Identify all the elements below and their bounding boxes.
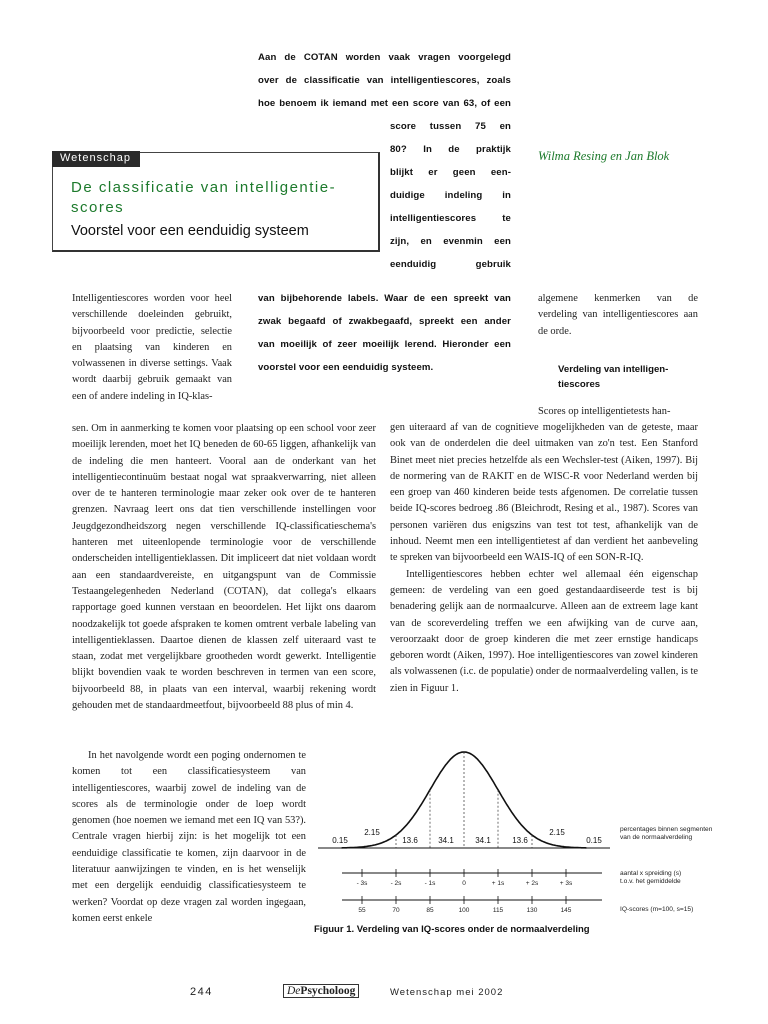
article-title bbox=[71, 178, 376, 218]
body-col2 bbox=[390, 420, 698, 697]
iq-tick-label: 130 bbox=[526, 907, 538, 914]
sd-tick-label: - 3s bbox=[356, 880, 368, 887]
paragraph: gen uiteraard af van de cognitieve mogelijkheden van de geteste, maar ook van de onderdelen die deel uitmaken van zo'n test. Een Stanford Binet meet niet precies hetzelfde als een Wechsler-test (Aiken, 1997). Bij de normering van de RAKIT en de WISC-R voor Nederland werden bij een groep van 460 kinderen beide tests afgenomen. De correlatie tussen beide IQ-scores bedroeg .86 (Bleichrodt, Resing et al., 1987). Scores van personen variëren dus enigszins van test tot test, afhankelijk van de inhoud. Neemt men een intelligentietest af dan verdient het aanbeveling te spreken van bijvoorbeeld een WAIS-IQ of een SON-R-IQ. bbox=[390, 422, 698, 564]
legend-line: van de normaalverdeling bbox=[620, 834, 693, 841]
legend-line: t.o.v. het gemiddelde bbox=[620, 878, 681, 885]
lead-line: Aan de COTAN worden vaak vragen voorgelegd bbox=[258, 52, 511, 63]
subheading-line: Verdeling van intelligen- bbox=[558, 364, 669, 375]
legend-line: aantal x spreiding (s) bbox=[620, 870, 682, 877]
logo-name: Psycholoog bbox=[300, 985, 356, 997]
segment-percentage: 0.15 bbox=[586, 836, 602, 845]
iq-tick-label: 115 bbox=[492, 907, 504, 914]
figure-caption: Figuur 1. Verdeling van IQ-scores onder de normaalverdeling bbox=[314, 924, 590, 935]
paragraph: In het navolgende wordt een poging ondernomen te komen tot een classificatiesysteem van intelligentiescores, waarbij zowel de indeling van de scores als de terminologie onder de loep wordt genomen (hoe noemen we iemand met een IQ van 53?). Centrale vragen hierbij zijn: is het mogelijk tot een eenduidige classificatie te komen, zijn daarvoor in de literatuur aanwijzingen te vinden, en is het wenselijk met een dergelijk eenduidig classificatiesysteem te werken? Voordat op deze vragen zal worden ingegaan, komen eerst enkele bbox=[72, 750, 306, 924]
iq-tick-label: 145 bbox=[560, 907, 572, 914]
segment-percentage: 2.15 bbox=[364, 828, 380, 837]
lead-line: blijkt er geen een- bbox=[390, 167, 511, 178]
lead-line: zijn, en evenmin een bbox=[390, 236, 511, 247]
paragraph: Scores op intelligentietests han- bbox=[538, 406, 671, 417]
lead-line: 80? In de praktijk bbox=[390, 144, 511, 155]
logo-de: De bbox=[287, 985, 301, 997]
sd-tick-label: + 3s bbox=[559, 880, 573, 887]
lead-line: intelligentiescores te bbox=[390, 213, 511, 224]
lead-line: eenduidig gebruik bbox=[390, 259, 511, 270]
segment-percentage: 34.1 bbox=[475, 836, 491, 845]
lead-line: over de classificatie van intelligentiescores, zoals bbox=[258, 75, 511, 86]
lead-text-narrow bbox=[390, 115, 511, 276]
authors: Wilma Resing en Jan Blok bbox=[538, 149, 670, 163]
paragraph: algemene kenmerken van de verdeling van intelligentiescores aan de orde. bbox=[538, 293, 698, 337]
lead-text bbox=[258, 46, 511, 115]
footer-section-date: Wetenschap mei 2002 bbox=[390, 987, 504, 998]
section-tag: Wetenschap bbox=[52, 151, 140, 167]
lead-text-end bbox=[258, 287, 511, 379]
subheading-line: tiescores bbox=[558, 379, 601, 390]
segment-percentage: 34.1 bbox=[438, 836, 454, 845]
paragraph: Intelligentiescores worden voor heel verschillende doeleinden gebruikt, bijvoorbeeld voor predictie, selectie en plaatsing van kinderen en volwassenen in diverse settings. Vaak wordt daarbij gebruik gemaakt van een of andere indeling in IQ-klas- bbox=[72, 293, 232, 402]
title-line: De classificatie van intelligentie- bbox=[71, 179, 337, 196]
normal-distribution-figure bbox=[318, 740, 618, 920]
lead-line: hoe benoem ik iemand met een score van 63, of een bbox=[258, 98, 511, 109]
legend-percentages bbox=[620, 826, 712, 842]
lead-line: voorstel voor een eenduidig systeem. bbox=[258, 362, 434, 373]
segment-percentage: 2.15 bbox=[549, 828, 565, 837]
figure-labels bbox=[332, 828, 602, 914]
body-main bbox=[72, 421, 376, 714]
page-number: 244 bbox=[190, 986, 213, 998]
body-col3-start bbox=[538, 404, 698, 420]
body-col1-top bbox=[72, 291, 232, 405]
magazine-logo bbox=[283, 984, 359, 998]
subheading bbox=[558, 362, 708, 392]
legend-sd bbox=[620, 870, 681, 886]
body-col3-top bbox=[538, 291, 698, 340]
legend-iq: IQ-scores (m=100, s=15) bbox=[620, 906, 694, 913]
paragraph: Intelligentiescores hebben echter wel allemaal één eigenschap gemeen: de verdeling van een goed gestandaardiseerde test is bij benadering gelijk aan de normaalcurve. Alleen aan de extreem lage kant van de scoreverdeling treffen we een afwijking van de curve aan, veroorzaakt door de groep kinderen die met zeer ernstige handicaps geboren wordt (Aiken, 1997). Hoe intelligentiescores van zowel kinderen als volwassenen (i.c. de populatie) onder de normaalverdeling vallen, is te zien in Figuur 1. bbox=[390, 568, 698, 694]
article-subtitle: Voorstel voor een eenduidig systeem bbox=[71, 223, 309, 239]
iq-tick-label: 70 bbox=[392, 907, 400, 914]
lead-line: score tussen 75 en bbox=[390, 121, 511, 132]
body-col1-bottom bbox=[72, 748, 306, 927]
lead-line: zwak begaafd of zwakbegaafd, spreekt een ander bbox=[258, 316, 511, 327]
sd-tick-label: 0 bbox=[462, 880, 466, 887]
sd-tick-label: - 1s bbox=[424, 880, 436, 887]
segment-percentage: 0.15 bbox=[332, 836, 348, 845]
legend-line: percentages binnen segmenten bbox=[620, 826, 713, 833]
lead-line: duidige indeling in bbox=[390, 190, 511, 201]
iq-tick-label: 100 bbox=[458, 907, 470, 914]
segment-percentage: 13.6 bbox=[402, 836, 418, 845]
sd-tick-label: + 1s bbox=[491, 880, 505, 887]
lead-line: van bijbehorende labels. Waar de een spreekt van bbox=[258, 293, 511, 304]
iq-tick-label: 55 bbox=[358, 907, 366, 914]
segment-percentage: 13.6 bbox=[512, 836, 528, 845]
sd-tick-label: - 2s bbox=[390, 880, 402, 887]
paragraph: sen. Om in aanmerking te komen voor plaatsing op een school voor zeer moeilijk lerenden, moet het IQ beneden de 60-65 liggen, afhankelijk van de indeling die men hanteert. Vooral aan de onderkant van het intelligentiecontinuüm bestaat nogal wat spraakverwarring, niet alleen over de te hanteren terminologie maar zeker ook over de te hanteren grenzen. Navraag leert ons dat tien verschillende instellingen voor Jeugdgezondheidszorg negen verschillende IQ-classificatieschema's hanteren met uiteenlopende terminologie voor de verschillende onderscheiden intelligentieklassen. Dit impliceert dat niet voldaan wordt aan een standaardvereiste, en uitgangspunt van de Commissie Testaangelegenheden Nederland (COTAN), dat collega's elkaars rapportage goed kunnen verstaan en beoordelen. Het lijkt ons daarom noodzakelijk tot goede afspraken te komen omtrent verbale labeling van intelligentieklassen. Daartoe dienen de klassen zelf uiteraard vast te staan, zodat met vergelijkbare grootheden wordt gewerkt. Intelligentie blijkt bovendien vaak te worden beschreven in termen van een score, bijvoorbeeld 88, in plaats van een interval, waarbij rekening wordt gehouden met de standaardmeetfout, bijvoorbeeld 88 plus of min 4. bbox=[72, 423, 376, 712]
iq-tick-label: 85 bbox=[426, 907, 434, 914]
title-line: scores bbox=[71, 199, 125, 216]
sd-tick-label: + 2s bbox=[525, 880, 539, 887]
lead-line: van moeilijk of zeer moeilijk lerend. Hieronder een bbox=[258, 339, 511, 350]
